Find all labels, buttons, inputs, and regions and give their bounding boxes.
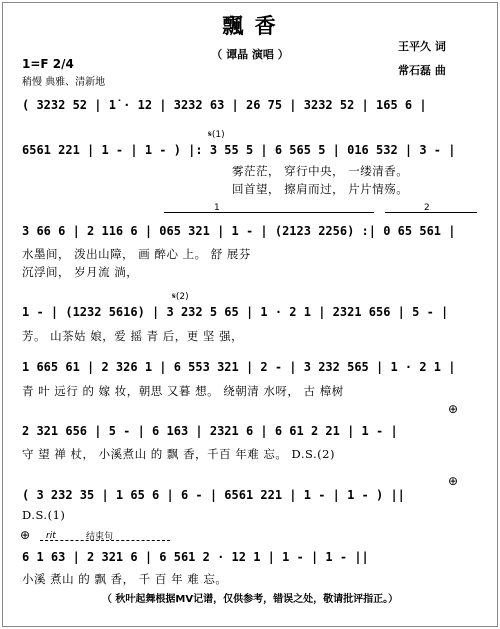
notation-row-1: ( 3232 52 | 1̇ · 12 | 3232 63 | 26 75 | 3232 52 | 165 6 | [22,98,427,112]
lyric-row-4: 芳。 山茶姑 娘，爱 摇 青 后，更 坚 强， [22,329,244,343]
rit-marking: rit [46,531,56,541]
coda-sign-3: ⊕ [20,528,31,542]
volta-1-label: 1 [214,203,220,213]
notation-row-3: 3 66 6 | 2 116 6 | 065 321 | 1 - | (2123 2256) :| 0 65 561 | [22,224,456,238]
lyric-row-6: 守 望 禅 杖， 小溪煮山 的 飘 香，千百 年难 忘。 D.S.(2) [22,447,335,461]
coda-sign-2: ⊕ [448,474,459,488]
volta-2-label: 2 [424,203,430,213]
composer: 常石磊 曲 [398,64,446,77]
page-title: 飄 香 [222,13,278,38]
lyric-row-2a: 雾茫茫， 穿行中央， 一缕清香。 [232,164,409,178]
notation-row-5: 1 665 61 | 2 326 1 | 6 553 321 | 2 - | 3 232 565 | 1 · 2 1 | [22,360,456,374]
segno-1: 𝄋(1) [208,130,225,140]
lyric-row-5: 青 叶 远行 的 嫁 妆，朝思 又暮 想。 绕朝清 水呀， 古 樟树 [22,384,344,398]
volta-1-bracket [164,212,374,213]
volta-2-bracket [385,212,477,213]
notation-row-8: 6 1 63 | 2 321 6 | 6 561 2 · 12 1 | 1 - | 1 - || [22,550,369,564]
key-signature: 1=F 2/4 [22,57,74,71]
notation-row-2: 6561 221 | 1 - | 1 - ) |: 3 55 5 | 6 565 5 | 016 532 | 3 - | [22,143,456,157]
segno-2: 𝄋(2) [172,292,189,302]
lyric-row-7: D.S.(1) [22,508,66,522]
lyric-row-3a: 水墨间， 泼出山障， 画 醉心 上。 舒 展芬 [22,247,251,261]
coda-section-label: 结束句 [86,532,114,542]
notation-row-7: ( 3 232 35 | 1 65 6 | 6 - | 6561 221 | 1 - | 1 - ) || [22,488,405,502]
lyric-row-8: 小溪 煮山 的 飘 香， 千 百 年 难 忘。 [22,572,228,586]
notation-row-4: 1 - | (1232 5616) | 3 232 5 65 | 1 · 2 1 | 2321 656 | 5 - | [22,305,449,319]
coda-sign-1: ⊕ [448,402,459,416]
tempo-marking: 稍慢 典雅、清新地 [22,77,106,88]
rit-line [40,540,170,541]
lyric-row-3b: 沉浮间， 岁月流 淌， [22,265,139,279]
lyric-row-2b: 回首望， 擦肩而过， 片片情殇。 [232,182,409,196]
lyricist: 王平久 词 [398,40,446,53]
notation-row-6: 2 321 656 | 5 - | 6 163 | 2321 6 | 6 61 2 21 | 1 - | [22,424,398,438]
footer-note: （ 秋叶起舞根据MV记谱，仅供参考，错误之处，敬请批评指正。） [101,594,399,605]
performer-line: （ 谭晶 演唱 ） [211,48,289,61]
